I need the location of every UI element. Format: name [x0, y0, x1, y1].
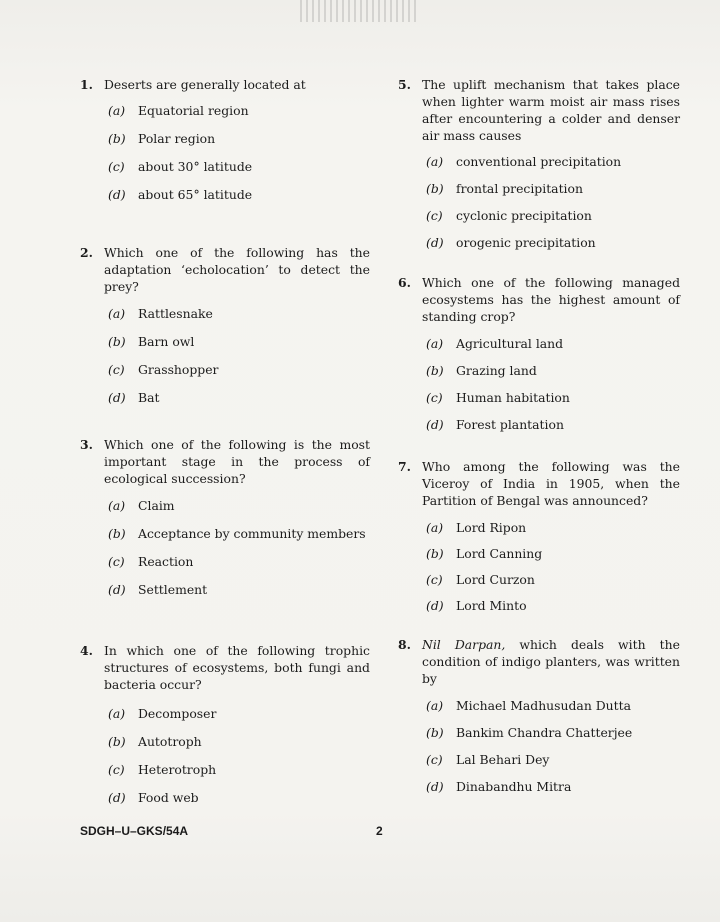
- option-c: (c) Reaction: [108, 554, 194, 569]
- page-number: 2: [376, 824, 383, 838]
- question-text: Who among the following was the Viceroy of India in 1905, when the Partition of Bengal was announced?: [422, 459, 680, 508]
- option-a: (a) Michael Madhusudan Dutta: [426, 698, 631, 713]
- question-number: 6.: [398, 275, 411, 290]
- booklet-code: SDGH–U–GKS/54A: [80, 824, 189, 838]
- option-b: (b) Lord Canning: [426, 546, 543, 561]
- options-list: [80, 498, 370, 598]
- option-c: (c) about 30° latitude: [108, 159, 253, 174]
- question-5: [398, 76, 680, 274]
- question-text: Which one of the following has the adaptation ‘echolocation’ to detect the prey?: [104, 245, 370, 294]
- option-c: (c) cyclonic precipitation: [426, 208, 592, 223]
- options-list: [398, 154, 680, 251]
- options-list: [398, 336, 680, 433]
- option-d: (d) Lord Minto: [426, 598, 527, 613]
- question-stem: [80, 244, 370, 295]
- question-4: [80, 642, 370, 806]
- option-a: (a) Claim: [108, 498, 175, 513]
- question-1: [80, 76, 370, 244]
- question-text: Which one of the following managed ecosystems has the highest amount of standing crop?: [422, 275, 680, 324]
- option-b: (b) Grazing land: [426, 363, 537, 378]
- option-d: (d) about 65° latitude: [108, 187, 253, 202]
- question-stem: [80, 76, 370, 93]
- question-text: The uplift mechanism that takes place when lighter warm moist air mass rises after encountering a colder and denser air mass causes: [422, 77, 680, 143]
- question-number: 5.: [398, 77, 411, 92]
- option-d: (d) Dinabandhu Mitra: [426, 779, 572, 794]
- option-b: (b) Autotroph: [108, 734, 202, 749]
- option-d: (d) Bat: [108, 390, 160, 405]
- left-column: [80, 76, 370, 806]
- scan-artifact: [300, 0, 420, 22]
- options-list: [398, 520, 680, 614]
- option-c: (c) Heterotroph: [108, 762, 217, 777]
- question-number: 7.: [398, 459, 411, 474]
- option-a: (a) conventional precipitation: [426, 154, 622, 169]
- options-list: [80, 306, 370, 406]
- question-2: [80, 244, 370, 436]
- question-stem: [398, 274, 680, 325]
- option-b: (b) Acceptance by community members: [108, 526, 366, 541]
- options-list: [398, 698, 680, 795]
- option-d: (d) Settlement: [108, 582, 208, 597]
- option-b: (b) frontal precipitation: [426, 181, 583, 196]
- question-stem: [398, 76, 680, 144]
- question-8: [398, 636, 680, 795]
- question-stem: [398, 458, 680, 509]
- option-b: (b) Polar region: [108, 131, 216, 146]
- question-7: [398, 458, 680, 636]
- option-c: (c) Human habitation: [426, 390, 570, 405]
- question-6: [398, 274, 680, 458]
- options-list: [80, 103, 370, 203]
- option-d: (d) Food web: [108, 790, 199, 805]
- question-text: In which one of the following trophic structures of ecosystems, both fungi and bacteria occur?: [104, 643, 370, 692]
- question-stem: [80, 642, 370, 693]
- question-text: which deals with the condition of indigo planters, was written by: [422, 637, 680, 686]
- right-column: [398, 76, 680, 795]
- question-number: 8.: [398, 637, 411, 652]
- question-stem: [80, 436, 370, 487]
- option-a: (a) Rattlesnake: [108, 306, 213, 321]
- option-c: (c) Grasshopper: [108, 362, 219, 377]
- option-a: (a) Agricultural land: [426, 336, 564, 351]
- question-3: [80, 436, 370, 642]
- question-text: Deserts are generally located at: [104, 77, 306, 92]
- option-a: (a) Equatorial region: [108, 103, 249, 118]
- question-text: Which one of the following is the most important stage in the process of ecological succession?: [104, 437, 370, 486]
- option-b: (b) Bankim Chandra Chatterjee: [426, 725, 633, 740]
- question-stem: [398, 636, 680, 687]
- question-number: 4.: [80, 643, 93, 658]
- options-list: [80, 706, 370, 806]
- option-a: (a) Lord Ripon: [426, 520, 527, 535]
- option-a: (a) Decomposer: [108, 706, 217, 721]
- option-d: (d) Forest plantation: [426, 417, 564, 432]
- question-number: 1.: [80, 77, 93, 92]
- option-d: (d) orogenic precipitation: [426, 235, 596, 250]
- option-c: (c) Lord Curzon: [426, 572, 535, 587]
- question-number: 3.: [80, 437, 93, 452]
- option-b: (b) Barn owl: [108, 334, 195, 349]
- option-c: (c) Lal Behari Dey: [426, 752, 550, 767]
- book-title: Nil Darpan,: [422, 637, 506, 652]
- question-number: 2.: [80, 245, 93, 260]
